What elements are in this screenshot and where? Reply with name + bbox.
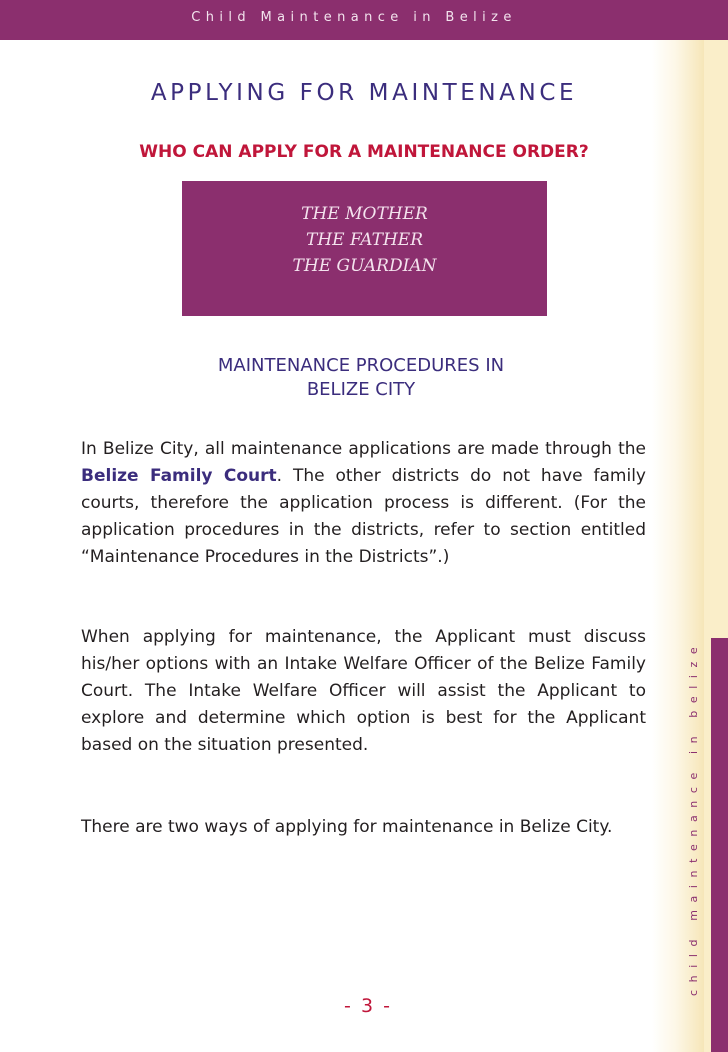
paragraph-two-ways: There are two ways of applying for maintenance in Belize City.	[81, 817, 613, 837]
page-title: APPLYING FOR MAINTENANCE	[150, 80, 578, 106]
page-number: - 3 -	[344, 995, 392, 1017]
applicants-list	[182, 201, 547, 279]
applicants-box	[182, 181, 547, 316]
side-label: child maintenance in belize	[687, 639, 700, 996]
header-title: Child Maintenance in Belize	[191, 10, 517, 25]
applicant-item: THE MOTHER	[301, 204, 428, 224]
applicant-item: THE FATHER	[305, 230, 424, 250]
paragraph-intake-officer: When applying for maintenance, the Applicant must discuss his/her options with an Intake Welfare Officer of the Belize Family Court. The Intake Welfare Officer will assist the Applicant to explore and determine which option is best for the Applicant based on the situation presented.	[81, 627, 646, 755]
side-strip-accent	[711, 638, 728, 1052]
paragraph-family-court	[81, 436, 646, 571]
question-heading: WHO CAN APPLY FOR A MAINTENANCE ORDER?	[139, 142, 589, 162]
paragraph-text: In Belize City, all maintenance applications are made through the	[81, 439, 646, 459]
family-court-emphasis: Belize Family Court	[81, 466, 277, 486]
paragraph-text: . The other districts do not have family courts, therefore the application process is different. (For the application procedures in the districts, refer to section entitled “Maintenance Procedures in the Districts”.)	[81, 466, 646, 567]
applicant-item: THE GUARDIAN	[292, 256, 437, 276]
section-title: MAINTENANCE PROCEDURES IN BELIZE CITY	[217, 355, 505, 400]
